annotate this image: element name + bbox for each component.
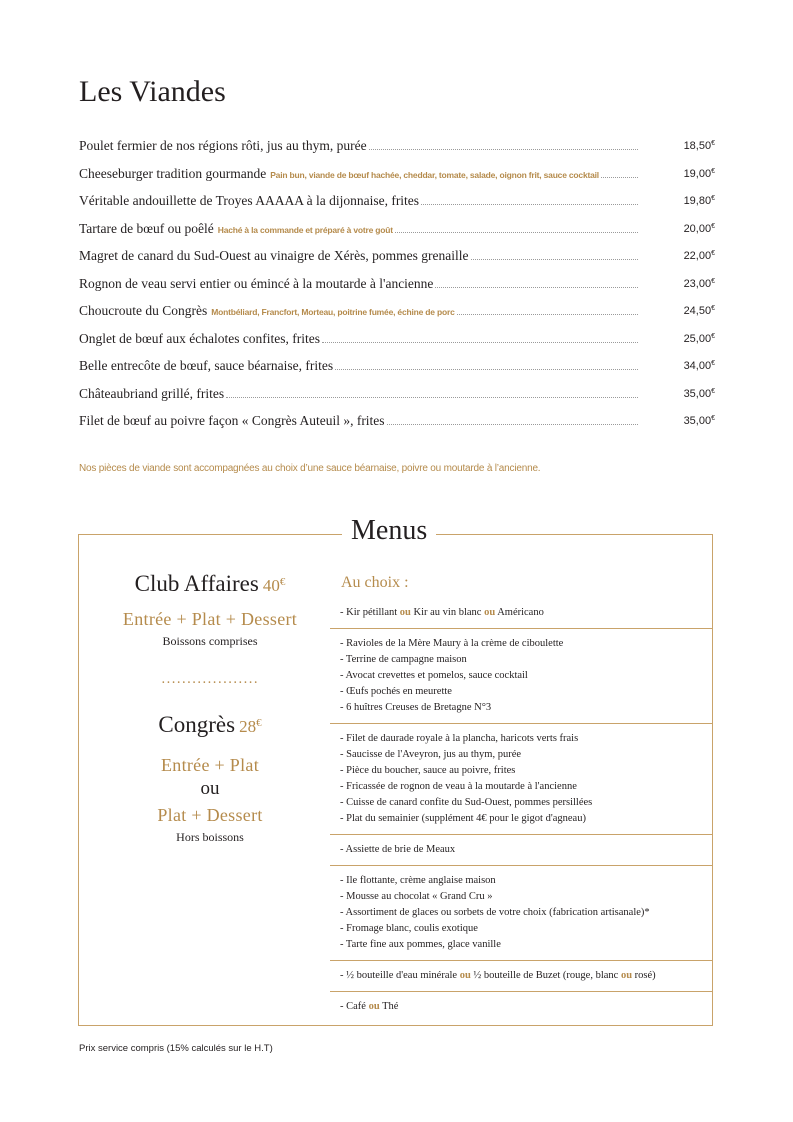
dish-name: Tartare de bœuf ou poêlé: [79, 220, 214, 236]
formula-club-affaires: [80, 568, 340, 650]
course-option: - Plat du semainier (supplément 4€ pour le gigot d'agneau): [340, 813, 586, 824]
dish-name: Onglet de bœuf aux échalotes confites, frites: [79, 330, 321, 346]
formula-club-drinks-note: Boissons comprises: [162, 634, 258, 648]
dot-leader: [387, 424, 638, 425]
section-title-meats: Les Viandes: [79, 75, 226, 108]
course-option: - Fromage blanc, coulis exotique: [340, 923, 478, 934]
formula-congres: [80, 709, 340, 846]
dish-price: 19,00€: [683, 167, 715, 180]
course-option: - Filet de daurade royale à la plancha, haricots verts frais: [340, 733, 579, 744]
dish-name: Châteaubriand grillé, frites: [79, 385, 225, 401]
section-title-menus: Menus: [342, 513, 436, 549]
dot-leader: [457, 314, 638, 315]
dot-leader: [421, 204, 638, 205]
dish-row: [79, 358, 715, 386]
course-option: - Mousse au chocolat « Grand Cru »: [340, 891, 493, 902]
dish-row: [79, 303, 715, 331]
formula-congres-title: [80, 709, 340, 741]
formula-congres-option-2: Plat + Dessert: [157, 805, 263, 825]
dish-price: 35,00€: [683, 415, 715, 427]
course-option: - Cuisse de canard confite du Sud-Ouest, pommes persillées: [340, 797, 593, 808]
dish-price: 23,00€: [683, 277, 715, 290]
course-group-desserts: [330, 866, 713, 961]
dish-description: Haché à la commande et préparé à votre goût: [217, 224, 393, 235]
formula-club-title: [80, 568, 340, 600]
dot-leader: [369, 149, 638, 150]
course-option: - Café ou Thé: [340, 1001, 399, 1012]
dot-leader: [322, 342, 638, 343]
course-group-cheese: [330, 835, 713, 866]
dish-row: [79, 386, 715, 414]
course-option: - Assiette de brie de Meaux: [340, 844, 456, 855]
choice-title: Au choix :: [341, 574, 409, 591]
course-group-drinks: [330, 961, 713, 992]
dish-description: Pain bun, viande de bœuf hachée, cheddar, tomate, salade, oignon frit, sauce cocktail: [270, 169, 599, 180]
dish-name: Poulet fermier de nos régions rôti, jus au thym, purée: [79, 138, 367, 153]
formula-congres-drinks-note: Hors boissons: [176, 830, 244, 844]
course-option: - Pièce du boucher, sauce au poivre, frites: [340, 765, 516, 776]
dot-leader: [335, 369, 638, 370]
course-option: - Assortiment de glaces ou sorbets de votre choix (fabrication artisanale)*: [340, 907, 650, 918]
formula-club-name: Club Affaires: [134, 571, 259, 596]
formula-congres-name: Congrès: [158, 712, 236, 737]
meat-accompaniment-note: Nos pièces de viande sont accompagnées au choix d’une sauce béarnaise, poivre ou moutarde à l’ancienne.: [79, 463, 541, 474]
dish-name: Choucroute du Congrès: [79, 303, 208, 318]
course-option: - Kir pétillant ou Kir au vin blanc ou Américano: [340, 607, 544, 618]
service-charge-note: Prix service compris (15% calculés sur le H.T): [79, 1043, 273, 1054]
dish-name: Véritable andouillette de Troyes AAAAA à la dijonnaise, frites: [79, 193, 420, 208]
dot-leader: [395, 232, 638, 233]
dish-name: Cheeseburger tradition gourmande: [79, 165, 267, 181]
course-choice-list: [330, 598, 713, 1022]
course-option: - Tarte fine aux pommes, glace vanille: [340, 939, 501, 950]
dot-leader: [471, 259, 639, 260]
dish-name: Belle entrecôte de bœuf, sauce béarnaise, frites: [79, 358, 334, 373]
dish-row: [79, 138, 715, 166]
meat-dish-list: [79, 138, 715, 441]
course-option: - Saucisse de l'Aveyron, jus au thym, purée: [340, 749, 522, 760]
dish-row: [79, 413, 715, 441]
dish-row: [79, 221, 715, 249]
course-group-coffee: [330, 992, 713, 1022]
course-option: - ½ bouteille d'eau minérale ou ½ bouteille de Buzet (rouge, blanc ou rosé): [340, 970, 656, 981]
formula-separator: ...................: [161, 672, 259, 687]
formula-congres-price: 28€: [239, 717, 262, 736]
dot-leader: [435, 287, 638, 288]
course-group-mains: [330, 724, 713, 835]
course-group-aperitif: [330, 598, 713, 629]
course-option: - Ile flottante, crème anglaise maison: [340, 875, 496, 886]
dish-row: [79, 193, 715, 221]
dish-price: 20,00€: [683, 222, 715, 235]
dish-price: 24,50€: [683, 305, 715, 317]
formula-congres-option-1: Entrée + Plat: [160, 755, 260, 775]
dish-price: 35,00€: [683, 387, 715, 400]
formula-congres-or: ou: [200, 778, 220, 799]
dish-description: Montbéliard, Francfort, Morteau, poitrine fumée, échine de porc: [211, 307, 455, 317]
course-group-starters: [330, 629, 713, 724]
dish-name: Rognon de veau servi entier ou émincé à la moutarde à l'ancienne: [79, 275, 434, 291]
course-option: - Terrine de campagne maison: [340, 654, 467, 665]
course-option: - 6 huîtres Creuses de Bretagne N°3: [340, 702, 492, 713]
dot-leader: [226, 397, 638, 398]
course-option: - Avocat crevettes et pomelos, sauce cocktail: [340, 670, 528, 681]
dish-price: 18,50€: [683, 140, 715, 152]
dish-price: 25,00€: [683, 332, 715, 345]
course-option: - Ravioles de la Mère Maury à la crème de ciboulette: [340, 638, 564, 649]
formula-club-price: 40€: [262, 576, 286, 595]
dish-row: [79, 331, 715, 359]
dish-price: 34,00€: [683, 360, 715, 372]
dish-name: Magret de canard du Sud-Ouest au vinaigre de Xérès, pommes grenaille: [79, 248, 469, 263]
dish-price: 19,80€: [683, 195, 715, 207]
course-option: - Fricassée de rognon de veau à la moutarde à l'ancienne: [340, 781, 577, 792]
dish-row: [79, 166, 715, 194]
dish-name: Filet de bœuf au poivre façon « Congrès Auteuil », frites: [79, 413, 385, 428]
formula-club-courses: Entrée + Plat + Dessert: [122, 609, 298, 629]
dot-leader: [601, 177, 638, 178]
dish-row: [79, 276, 715, 304]
course-option: - Œufs pochés en meurette: [340, 686, 452, 697]
dish-row: [79, 248, 715, 276]
dish-price: 22,00€: [683, 250, 715, 262]
